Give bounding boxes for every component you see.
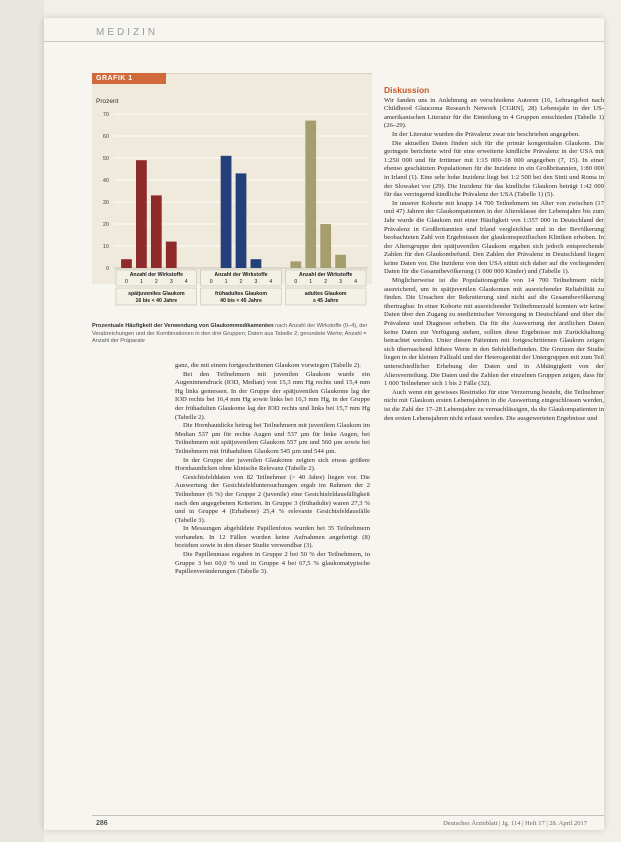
group-label: adultes Glaukom	[304, 291, 347, 297]
bar	[236, 173, 247, 268]
x-tick-label: 2	[239, 279, 243, 285]
left-paragraph: Bei den Teilnehmern mit juvenilen Glaukom wurde ein Augeninnendruck (IOD, Median) von 15,3 mm Hg rechts und 15,4 mm Hg links gemessen. In der Gruppe der spätjuvenilen Glaukome lag der IOD rechts bei 16,4 mm Hg sowie links bei 16,3 mm Hg, in der Gruppe der frühadulten Glaukome lag der IOD rechts und links bei 15,7 mm Hg (Tabelle 2).	[175, 370, 370, 421]
x-axis-label: Anzahl der Wirkstoffe	[299, 272, 353, 278]
caption-title: Prozentuale Häufigkeit der Verwendung von Glaukommedikamenten	[92, 323, 274, 329]
left-paragraph: Die Papillenmass ergaben in Gruppe 2 bei 50 % der Teilnehmern, in Gruppe 3 bei 60,0 % und in Gruppe 4 bei 67,5 % glaukomatypische Papillenveränderungen (Tabelle 3).	[175, 551, 370, 576]
bar	[136, 160, 147, 268]
figure-caption	[92, 323, 378, 346]
x-tick-label: 3	[169, 279, 173, 285]
x-tick-label: 0	[294, 279, 298, 285]
y-tick-label: 10	[102, 244, 109, 250]
bar	[290, 261, 301, 268]
bar	[151, 195, 162, 268]
caption-text: nach Anzahl der Wirkstoffe (0–4), der Verabreichungen und der Kombinationen in den drei Gruppen; Daten aus Tabelle 2; gerundete Werte; Anzahl = Anzahl der Präparate	[92, 323, 368, 344]
y-axis-label: Prozent	[96, 98, 119, 105]
left-paragraphs	[175, 362, 370, 577]
x-axis-label: Anzahl der Wirkstoffe	[214, 272, 268, 278]
right-paragraph: In unserer Kohorte mit knapp 14 700 Teilnehmern im Alter von zwischen (17 und 47) Jahren der Glaukompatienten in der Altersklasse der Lebensjahre bis zum Jahr wurde die Glaukom mit einer Häufigkeit von 1:357 000 in Deutschland der Prävalenz in Großbritannien und Irland vergleichbar und in der Bevölkerung beobachteten Zahl von Ergebnissen der glaukomspezifischen Kliniken erhoben. In der Altersgruppe den spätjuvenilen Glaukom ergaben sich jedoch entsprechende Zahlen für den Glaukombefund. Den Zahlen der Prävalenz in Deutschland liegen keine Daten vor. Die Inzidenz von den USA stützt sich daher auf die vorliegenden Daten für die Gesamtbevölkerung (1 000 000 Kinder) und (Tabelle 1).	[384, 199, 604, 276]
x-tick-label: 4	[184, 279, 188, 285]
journal-footer: Deutsches Ärzteblatt | Jg. 114 | Heft 17 | 28. April 2017	[443, 820, 587, 827]
y-tick-label: 60	[102, 134, 109, 140]
x-tick-label: 3	[339, 279, 343, 285]
left-paragraph: In der Gruppe der juvenilen Glaukome zeigten sich etwas größere Hornhautdicken ohne klinische Relevanz (Tabelle 2).	[175, 456, 370, 473]
figure-label: GRAFIK 1	[92, 73, 166, 84]
right-paragraph: Möglicherweise ist die Populationsgröße von 14 700 Teilnehmern nicht ausreichend, um in spätjuvenilen Glaukomen mit ausreichender Reliabilität zu finden. Die Ursachen der Rekrutierung sind nicht auf die Gesamtbevölkerung übertragbar. In einer Kohorte mit ausreichender Teilnehmerzahl konnten wir keine Daten über den Zugang zu medizinischer Versorgung in Deutschland und über die Prävalenz und Diagnose erheben. Da für die Auswertung der ärztlichen Daten keine Daten zur Verfügung stehen, sollten diese Ergebnisse mit Zurückhaltung betrachtet werden. Unter diesen Patienten mit fortgeschrittenen Glaukom zeigen sich überraschend höhere Werte in den Sehfeldbefunden. Die Grenzen der Studie liegen in der kleinen Fallzahl und der Heterogenität der Untergruppen mit zum Teil unterschiedlicher Erhebung der Daten und in Abhängigkeit von der Altersverteilung. Die Daten und die Zahlen der einzelnen Gruppen zeigen, dass für 1 000 Teilnehmer sich 1 bis 2 Fälle (32).	[384, 277, 604, 388]
x-tick-label: 2	[154, 279, 158, 285]
y-tick-label: 50	[102, 156, 109, 162]
x-tick-label: 3	[254, 279, 258, 285]
x-tick-label: 1	[139, 279, 143, 285]
right-paragraphs	[384, 97, 604, 424]
group-label: spätjuveniles Glaukom	[128, 291, 185, 297]
right-paragraph: In der Literatur wurden die Prävalenz zwar nie beschrieben angegeben.	[392, 130, 580, 138]
y-tick-label: 0	[105, 266, 109, 272]
group-sublabel: 16 bis < 40 Jahre	[135, 298, 178, 304]
bar	[251, 259, 262, 268]
left-paragraph: In Messungen abgebildete Papillenfotos wurden bei 35 Teilnehmern vorhanden. In 12 Fällen wurden keine Aufnahmen angefertigt (8) beziehen sowie in den dieser Studie verwendbar (3).	[175, 525, 370, 550]
bar	[305, 121, 316, 268]
group-sublabel: 40 bis < 45 Jahre	[220, 298, 262, 304]
bar	[320, 224, 331, 268]
x-tick-label: 0	[125, 279, 128, 285]
x-tick-label: 0	[209, 279, 213, 285]
x-tick-label: 2	[324, 279, 328, 285]
y-tick-label: 70	[102, 112, 109, 118]
bar	[166, 242, 177, 268]
x-tick-label: 1	[224, 279, 228, 285]
section-label: MEDIZIN	[96, 27, 159, 38]
x-tick-label: 4	[269, 279, 273, 285]
x-axis-label: Anzahl der Wirkstoffe	[129, 272, 183, 278]
x-tick-label: 4	[354, 279, 357, 285]
right-paragraph: Die aktuellen Daten finden sich für die primär kongenitalen Glaukom. Die geringste berichtete wird für eine erweiterte kindliche Prävalenz in der USA mit 1:250 000 und für Irrtümer mit 1:15 000–18 000 angegeben (7, 15). In einer ebenso geschätzten Populationen für die Inzidenz in ein Großbritannien, 1:80 000 in Irland (1). Eine sehr hohe Inzidenz liegt bei 1:2 500 bei den Sinti und Roma in der Slowakei vor (29). Die Inzidenz für das kindliche Glaukom beträgt 1:42 000 für das verringernd kindliche Prävalenz der USA (Tabelle 1) (5).	[384, 139, 604, 199]
bar-chart	[92, 92, 372, 324]
group-label: frühadultes Glaukom	[215, 291, 267, 297]
right-paragraph: Wir fanden uns in Anlehnung an verschiedene Autoren (16, Lehrangebot nach Childhood Glaucoma Research Network [CGRN], 28) Lebensjahr in der US-amerikanischen Literatur für die Einteilung in 4 Gruppen entschieden (Tabelle 1) (26–29).	[384, 96, 604, 130]
y-tick-label: 20	[102, 222, 109, 228]
section-heading: Diskussion	[384, 85, 430, 95]
left-paragraph: Gesichtsfelddaten von 82 Teilnehmer (> 40 Jahre) liegen vor. Die Auswertung der Gesichtsfelduntersuchungen ergab im Rahmen der 2 Teilnehmer (6 %) der Gruppe 2 (juvenile) eine Gesichtsfeldausfälligkeit nach den angegebenen Kriterien. In Gruppe 3 (frühadulte) waren 27,3 % und in Gruppe 4 (Erhabene) 25,4 % relevante Gesichtsfeldausfälle (Tabelle 3).	[175, 473, 370, 524]
group-sublabel: ≥ 45 Jahre	[312, 298, 339, 304]
left-column	[175, 362, 370, 577]
x-tick-label: 1	[309, 279, 313, 285]
bar	[221, 156, 232, 268]
left-paragraph: Die Hornhautdicke betrug bei Teilnehmern mit juvenilem Glaukom im Median 537 µm für rechte Augen und 537 µm für linke Augen, bei Teilnehmern mit spätjuvenilem Glaukom 557 µm und 560 µm sowie bei Teilnehmern mit frühadultem Glaukom 545 µm und 544 µm.	[175, 422, 370, 455]
y-tick-label: 40	[102, 178, 109, 184]
left-paragraph: ganz, die mit einem fortgeschrittenen Glaukom vorwiegen (Tabelle 2).	[175, 362, 361, 369]
page-edge	[0, 0, 44, 842]
footer-rule	[92, 815, 604, 816]
bar	[121, 259, 132, 268]
page-number: 286	[96, 820, 108, 827]
right-paragraph: Auch wenn ein gewisses Restrisiko für eine Verzerrung besteht, die Teilnehmer nicht mit Glaukom ersten Lebensjahren in die Auswertung eingeschlossen werden, ist die Zahl der 17–28 Lebensjahre zu vernachlässigen, da die Glaukompatienten in den ersten Lebensjahren nicht erfasst werden. Die ausgewerteten Ergebnisse und	[384, 388, 604, 422]
right-column	[384, 86, 604, 423]
y-tick-label: 30	[102, 200, 109, 206]
bar	[335, 255, 346, 268]
